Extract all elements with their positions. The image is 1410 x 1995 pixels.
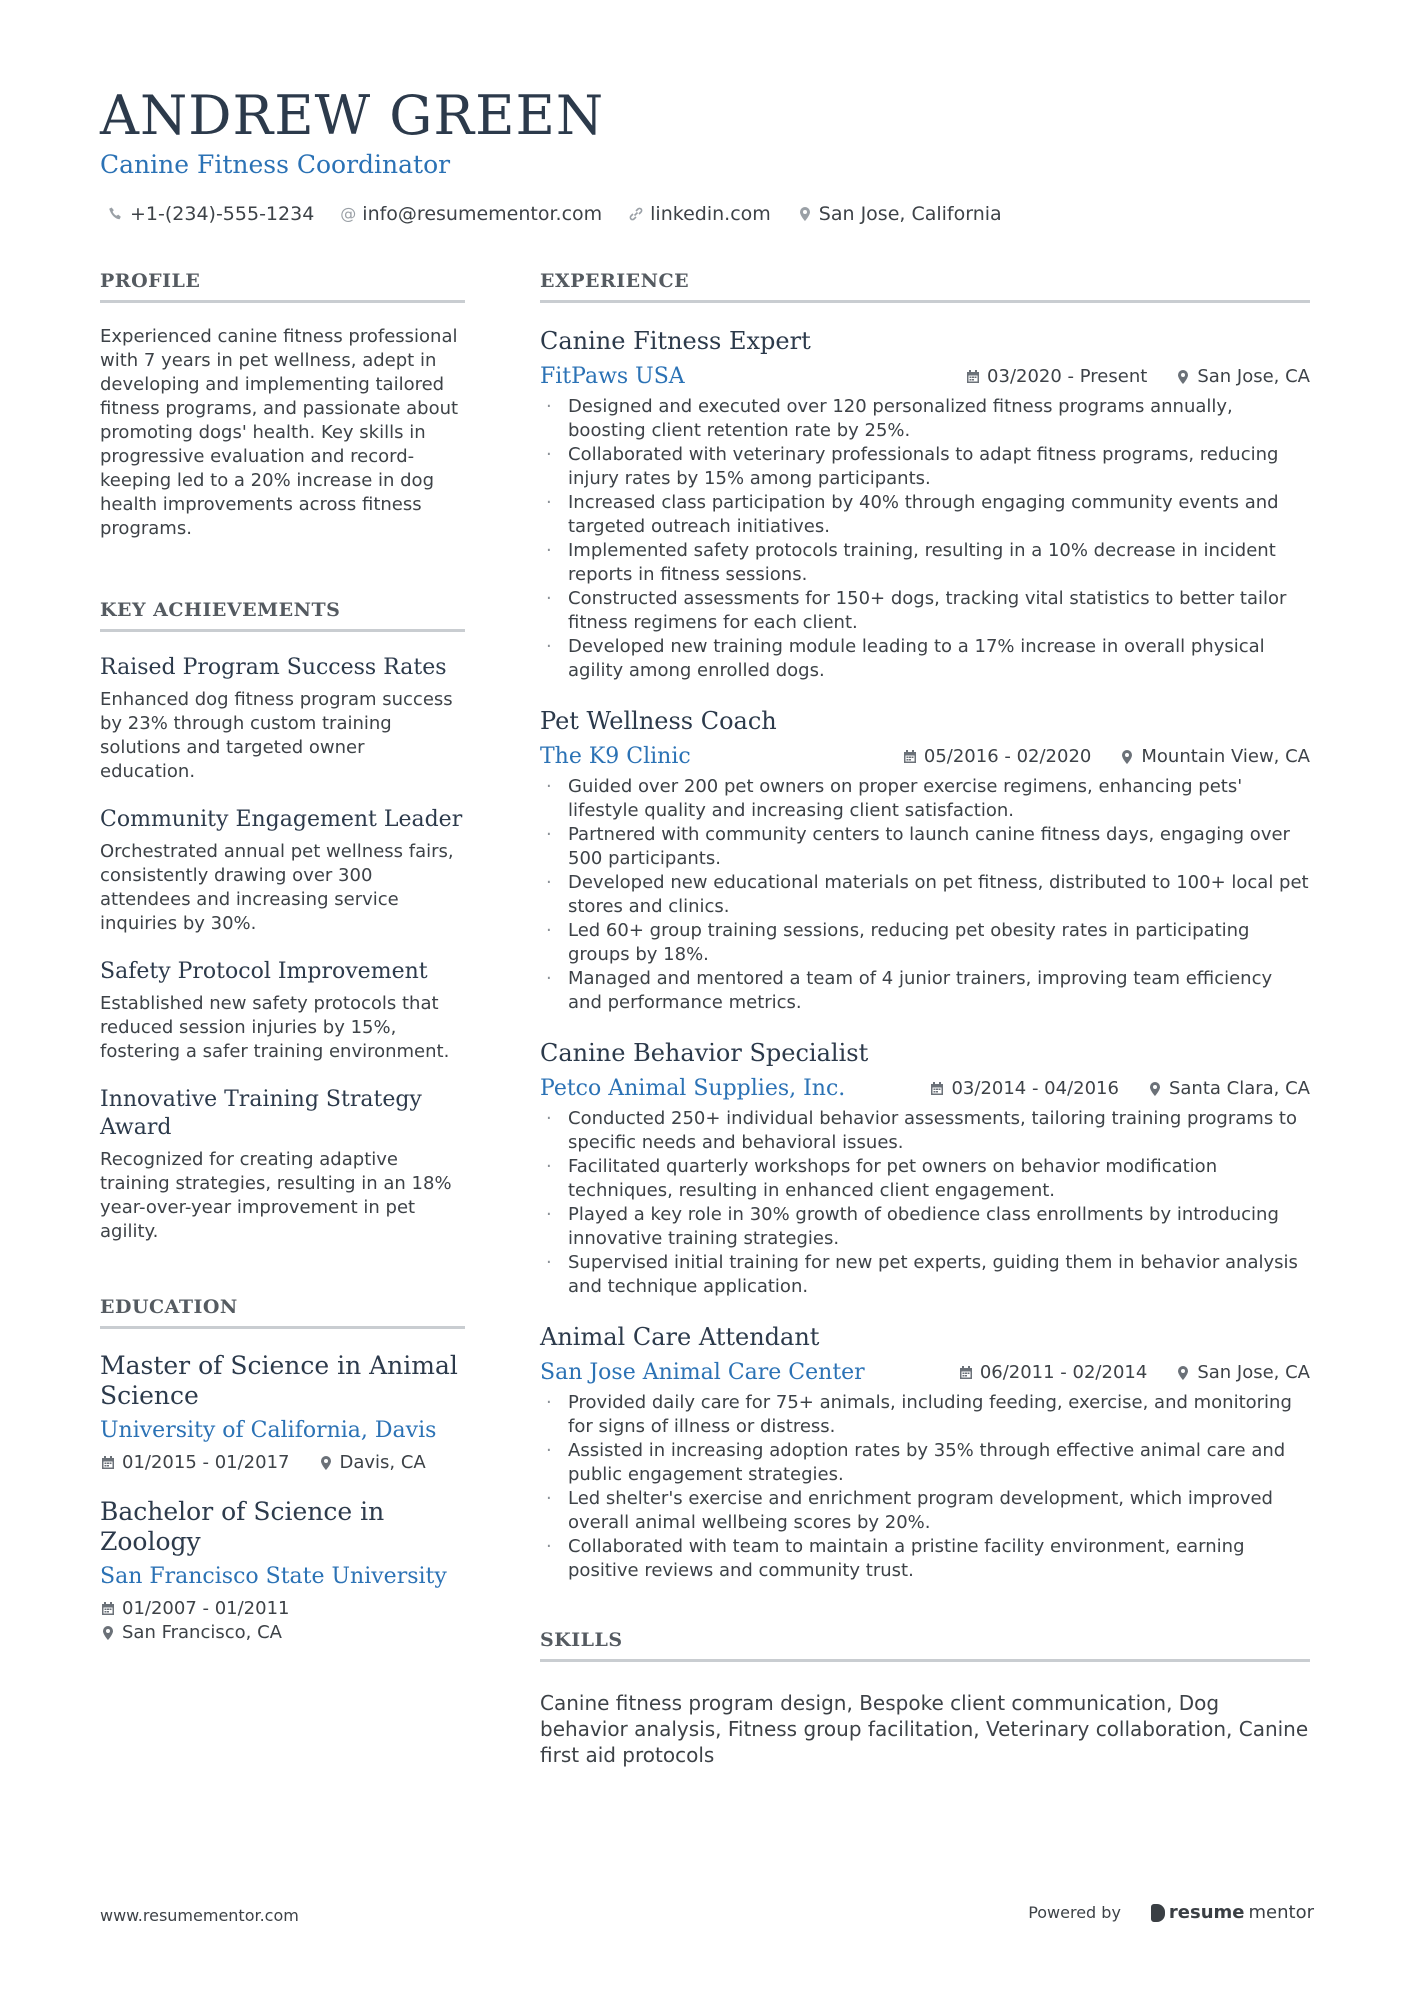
bullet-item: · Guided over 200 pet owners on proper exercise regimens, enhancing pets' lifestyle quality and increasing client satisfaction. bbox=[540, 775, 1310, 823]
education-dates bbox=[100, 1597, 465, 1621]
achievement-item bbox=[100, 958, 465, 1064]
position-title: Animal Care Attendant bbox=[540, 1323, 820, 1351]
footer-branding bbox=[1028, 1902, 1314, 1923]
calendar-icon bbox=[100, 1455, 116, 1471]
experience-item bbox=[540, 705, 1310, 1015]
job-bullets bbox=[540, 1107, 1310, 1299]
contact-location bbox=[797, 200, 1002, 228]
job-dates bbox=[902, 745, 1092, 769]
link-icon bbox=[628, 206, 644, 222]
job-location-text: San Jose, CA bbox=[1197, 1362, 1310, 1383]
achievement-item bbox=[100, 806, 465, 936]
phone-text: +1-(234)-555-1234 bbox=[130, 203, 315, 225]
profile-heading: PROFILE bbox=[100, 268, 465, 303]
job-location bbox=[1119, 745, 1310, 769]
phone-icon bbox=[108, 206, 124, 222]
bullet-item: · Developed new educational materials on pet fitness, distributed to 100+ local pet stores and clinics. bbox=[540, 871, 1310, 919]
job-dates-text: 03/2020 - Present bbox=[987, 366, 1148, 387]
job-dates bbox=[958, 1361, 1148, 1385]
experience-item bbox=[540, 325, 1310, 683]
bullet-item: · Developed new training module leading to a 17% increase in overall physical agility among enrolled dogs. bbox=[540, 635, 1310, 683]
degree-title: Master of Science in Animal Science bbox=[100, 1351, 458, 1410]
education-location bbox=[318, 1451, 426, 1475]
achievement-title: Innovative Training Strategy Award bbox=[100, 1087, 422, 1140]
job-location bbox=[1175, 1361, 1310, 1385]
contact-email[interactable] bbox=[340, 200, 602, 228]
education-heading: EDUCATION bbox=[100, 1294, 465, 1329]
profile-section bbox=[100, 268, 465, 541]
calendar-icon bbox=[902, 749, 918, 765]
location-pin-icon bbox=[797, 206, 813, 222]
education-dates bbox=[100, 1451, 290, 1475]
calendar-icon bbox=[929, 1081, 945, 1097]
company-name: FitPaws USA bbox=[540, 364, 685, 389]
bullet-item: · Managed and mentored a team of 4 junior trainers, improving team efficiency and performance metrics. bbox=[540, 967, 1310, 1015]
location-pin-icon bbox=[1175, 369, 1191, 385]
bullet-item: · Designed and executed over 120 personalized fitness programs annually, boosting client retention rate by 25%. bbox=[540, 395, 1310, 443]
contact-phone[interactable] bbox=[108, 200, 314, 228]
calendar-icon bbox=[965, 369, 981, 385]
location-text: San Jose, California bbox=[818, 203, 1002, 225]
job-dates bbox=[929, 1077, 1119, 1101]
company-name: Petco Animal Supplies, Inc. bbox=[540, 1076, 846, 1101]
job-dates-text: 06/2011 - 02/2014 bbox=[979, 1362, 1148, 1383]
experience-heading: EXPERIENCE bbox=[540, 268, 1310, 303]
brand-logo[interactable] bbox=[1151, 1902, 1314, 1923]
education-section bbox=[100, 1294, 465, 1645]
education-item bbox=[100, 1497, 465, 1645]
job-title: Canine Fitness Coordinator bbox=[100, 150, 451, 179]
brand-bold-text: resume bbox=[1168, 1902, 1245, 1923]
position-title: Canine Fitness Expert bbox=[540, 327, 811, 355]
location-pin-icon bbox=[1147, 1081, 1163, 1097]
achievement-title: Raised Program Success Rates bbox=[100, 655, 447, 680]
company-name: San Jose Animal Care Center bbox=[540, 1360, 865, 1385]
location-pin-icon bbox=[100, 1625, 116, 1641]
skills-text: Canine fitness program design, Bespoke client communication, Dog behavior analysis, Fitness group facilitation, Veterinary collaboration, Canine first aid protocols bbox=[540, 1691, 1309, 1767]
experience-item bbox=[540, 1037, 1310, 1299]
bullet-item: · Led shelter's exercise and enrichment program development, which improved overall animal wellbeing scores by 20%. bbox=[540, 1487, 1310, 1535]
position-title: Pet Wellness Coach bbox=[540, 707, 777, 735]
bullet-item: · Collaborated with veterinary professionals to adapt fitness programs, reducing injury rates by 15% among participants. bbox=[540, 443, 1310, 491]
experience-list bbox=[540, 325, 1310, 1583]
job-bullets bbox=[540, 1391, 1310, 1583]
job-dates-text: 03/2014 - 04/2016 bbox=[951, 1078, 1119, 1099]
bullet-item: · Provided daily care for 75+ animals, including feeding, exercise, and monitoring for signs of illness or distress. bbox=[540, 1391, 1310, 1439]
location-pin-icon bbox=[318, 1455, 334, 1471]
achievement-title: Safety Protocol Improvement bbox=[100, 959, 428, 984]
profile-text: Experienced canine fitness professional with 7 years in pet wellness, adept in developing and implementing tailored fitness programs, and passionate about promoting dogs' health. Key skills in progressive evaluation and record-keeping led to a 20% increase in dog health improvements across fitness programs. bbox=[100, 326, 459, 539]
job-dates-text: 05/2016 - 02/2020 bbox=[923, 746, 1092, 767]
footer-website[interactable]: www.resumementor.com bbox=[100, 1906, 299, 1925]
at-icon: @ bbox=[340, 204, 357, 223]
education-location bbox=[100, 1621, 465, 1645]
job-location-text: San Jose, CA bbox=[1197, 366, 1310, 387]
candidate-name: ANDREW GREEN bbox=[100, 84, 605, 147]
bullet-item: · Supervised initial training for new pet experts, guiding them in behavior analysis and technique application. bbox=[540, 1251, 1310, 1299]
left-column bbox=[100, 268, 465, 1685]
achievements-section bbox=[100, 597, 465, 1244]
bullet-item: · Increased class participation by 40% through engaging community events and targeted outreach initiatives. bbox=[540, 491, 1310, 539]
calendar-icon bbox=[958, 1365, 974, 1381]
company-name: The K9 Clinic bbox=[540, 744, 691, 769]
job-dates bbox=[965, 365, 1147, 389]
achievements-heading: KEY ACHIEVEMENTS bbox=[100, 597, 465, 632]
bullet-item: · Constructed assessments for 150+ dogs, tracking vital statistics to better tailor fitness regimens for each client. bbox=[540, 587, 1310, 635]
job-location bbox=[1147, 1077, 1310, 1101]
education-item bbox=[100, 1351, 465, 1475]
bullet-item: · Assisted in increasing adoption rates by 35% through effective animal care and public engagement strategies. bbox=[540, 1439, 1310, 1487]
degree-title: Bachelor of Science in Zoology bbox=[100, 1497, 385, 1556]
education-dates-text: 01/2015 - 01/2017 bbox=[122, 1452, 290, 1473]
achievement-text: Recognized for creating adaptive training strategies, resulting in an 18% year-over-year improvement in pet agility. bbox=[100, 1149, 452, 1242]
bullet-item: · Facilitated quarterly workshops for pet owners on behavior modification techniques, resulting in enhanced client engagement. bbox=[540, 1155, 1310, 1203]
achievement-text: Established new safety protocols that reduced session injuries by 15%, fostering a safer training environment. bbox=[100, 993, 450, 1062]
achievement-item bbox=[100, 1086, 465, 1244]
job-bullets bbox=[540, 775, 1310, 1015]
contact-bar bbox=[108, 200, 1002, 228]
bullet-item: · Implemented safety protocols training, resulting in a 10% decrease in incident reports in fitness sessions. bbox=[540, 539, 1310, 587]
brand-light-text: mentor bbox=[1248, 1902, 1314, 1923]
location-pin-icon bbox=[1175, 1365, 1191, 1381]
location-pin-icon bbox=[1119, 749, 1135, 765]
powered-by-text: Powered by bbox=[1028, 1903, 1121, 1922]
education-location-text: San Francisco, CA bbox=[122, 1622, 282, 1643]
school-name: University of California, Davis bbox=[100, 1418, 437, 1443]
achievement-title: Community Engagement Leader bbox=[100, 807, 463, 832]
achievement-text: Orchestrated annual pet wellness fairs, consistently drawing over 300 attendees and increasing service inquiries by 30%. bbox=[100, 841, 454, 934]
job-location bbox=[1175, 365, 1310, 389]
skills-section bbox=[540, 1627, 1310, 1768]
achievement-text: Enhanced dog fitness program success by 23% through custom training solutions and targeted owner education. bbox=[100, 689, 453, 782]
contact-linkedin[interactable] bbox=[628, 200, 771, 228]
school-name: San Francisco State University bbox=[100, 1564, 447, 1589]
linkedin-text: linkedin.com bbox=[650, 203, 771, 225]
bullet-item: · Led 60+ group training sessions, reducing pet obesity rates in participating groups by 18%. bbox=[540, 919, 1310, 967]
right-column bbox=[540, 268, 1310, 1768]
skills-heading: SKILLS bbox=[540, 1627, 1310, 1662]
position-title: Canine Behavior Specialist bbox=[540, 1039, 869, 1067]
achievement-item bbox=[100, 654, 465, 784]
calendar-icon bbox=[100, 1601, 116, 1617]
email-text: info@resumementor.com bbox=[362, 203, 603, 225]
job-location-text: Mountain View, CA bbox=[1141, 746, 1310, 767]
bullet-item: · Collaborated with team to maintain a pristine facility environment, earning positive reviews and community trust. bbox=[540, 1535, 1310, 1583]
brand-mark-icon bbox=[1151, 1904, 1165, 1922]
job-location-text: Santa Clara, CA bbox=[1168, 1078, 1310, 1099]
experience-item bbox=[540, 1321, 1310, 1583]
education-dates-text: 01/2007 - 01/2011 bbox=[122, 1598, 290, 1619]
education-location-text: Davis, CA bbox=[339, 1452, 426, 1473]
bullet-item: · Played a key role in 30% growth of obedience class enrollments by introducing innovative training strategies. bbox=[540, 1203, 1310, 1251]
bullet-item: · Conducted 250+ individual behavior assessments, tailoring training programs to specific needs and behavioral issues. bbox=[540, 1107, 1310, 1155]
job-bullets bbox=[540, 395, 1310, 683]
bullet-item: · Partnered with community centers to launch canine fitness days, engaging over 500 participants. bbox=[540, 823, 1310, 871]
